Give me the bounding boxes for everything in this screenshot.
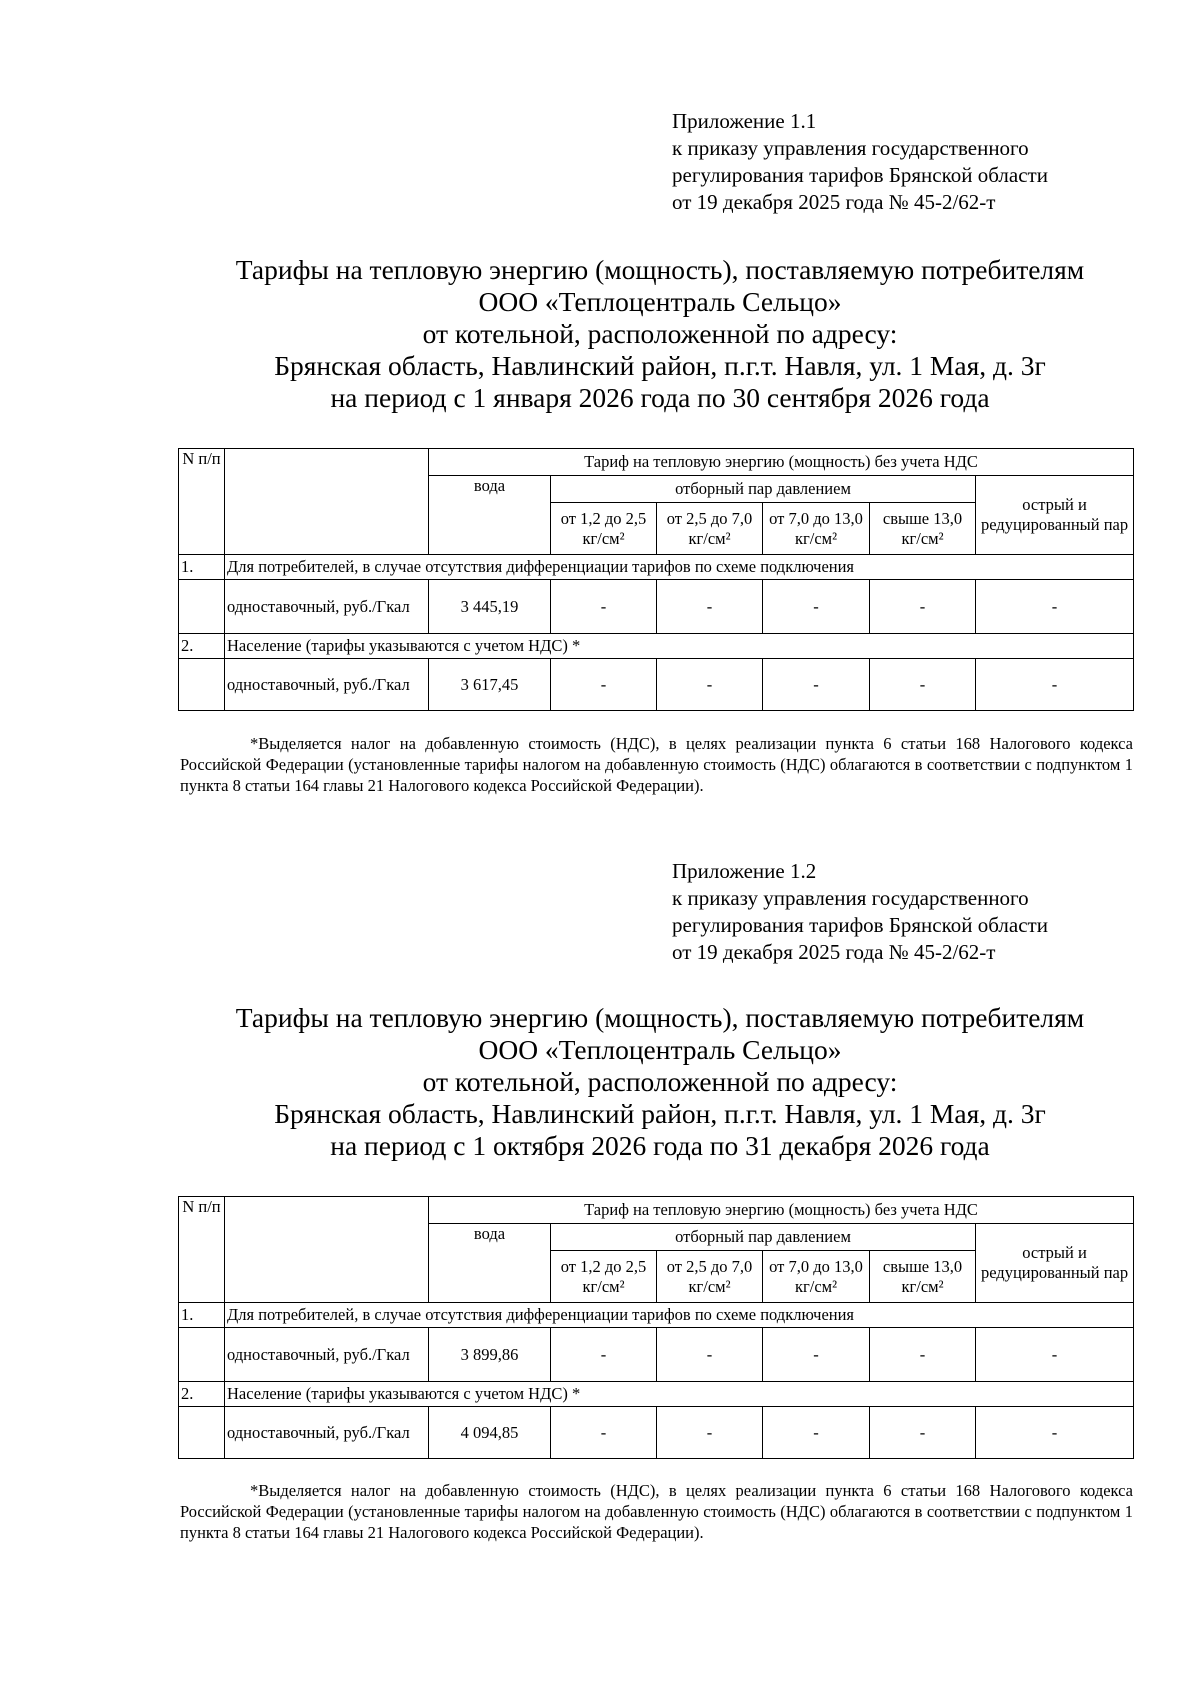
value-dash: - [870,1328,976,1382]
footnote-2: *Выделяется налог на добавленную стоимость (НДС), в целях реализации пункта 6 статьи 168 Налогового кодекса Российской Федерации (установленные тарифы налогом на добавленную стоимость (НДС) облагаются в соответствии с подпунктом 1 пункта 8 статьи 164 главы 21 Налогового кодекса Российской Федерации). [180,1481,1133,1542]
tariff-table-1 [178,448,1134,711]
value-dash: - [551,580,657,634]
value-water: 4 094,85 [429,1407,551,1459]
row-number-empty [179,659,225,711]
document-title-1 [170,254,1150,414]
appendix-line: от 19 декабря 2025 года № 45-2/62-т [672,190,996,214]
title-line: Брянская область, Навлинский район, п.г.т. Навля, ул. 1 Мая, д. 3г [274,350,1046,381]
title-line: ООО «Теплоцентраль Сельцо» [478,286,842,317]
value-dash: - [657,580,763,634]
appendix-line: регулирования тарифов Брянской области [672,163,1048,187]
appendix-line: Приложение 1.2 [672,859,817,883]
value-dash: - [870,1407,976,1459]
title-line: Брянская область, Навлинский район, п.г.т. Навля, ул. 1 Мая, д. 3г [274,1098,1046,1129]
value-dash: - [657,659,763,711]
header-empty [225,1197,429,1303]
value-water: 3 617,45 [429,659,551,711]
header-pressure-4: свыше 13,0 кг/см² [870,503,976,555]
value-dash: - [870,580,976,634]
title-line: от котельной, расположенной по адресу: [422,318,898,349]
header-pressure-1: от 1,2 до 2,5 кг/см² [551,1251,657,1303]
value-dash: - [551,1407,657,1459]
tariff-table-2 [178,1196,1134,1459]
appendix-line: от 19 декабря 2025 года № 45-2/62-т [672,940,996,964]
value-dash: - [976,1407,1134,1459]
header-pressure-3: от 7,0 до 13,0 кг/см² [763,1251,870,1303]
value-dash: - [976,1328,1134,1382]
appendix-line: Приложение 1.1 [672,109,817,133]
header-sharp-steam: острый и редуцированный пар [976,1224,1134,1303]
title-line: на период с 1 января 2026 года по 30 сентября 2026 года [330,382,990,413]
row-group-label: Население (тарифы указываются с учетом НДС) * [225,634,1134,659]
row-group-label: Население (тарифы указываются с учетом НДС) * [225,1382,1134,1407]
row-number: 1. [179,1303,225,1328]
title-line: на период с 1 октября 2026 года по 31 декабря 2026 года [330,1130,990,1161]
row-group-label: Для потребителей, в случае отсутствия дифференциации тарифов по схеме подключения [225,1303,1134,1328]
value-dash: - [870,659,976,711]
row-number: 2. [179,1382,225,1407]
title-line: ООО «Теплоцентраль Сельцо» [478,1034,842,1065]
header-empty [225,449,429,555]
row-group-label: Для потребителей, в случае отсутствия дифференциации тарифов по схеме подключения [225,555,1134,580]
header-steam: отборный пар давлением [551,476,976,503]
value-dash: - [763,1328,870,1382]
appendix-line: регулирования тарифов Брянской области [672,913,1048,937]
value-water: 3 445,19 [429,580,551,634]
header-pressure-2: от 2,5 до 7,0 кг/см² [657,503,763,555]
header-tariff: Тариф на тепловую энергию (мощность) без учета НДС [429,449,1134,476]
row-number-empty [179,1407,225,1459]
row-label: одноставочный, руб./Гкал [225,1407,429,1459]
row-number-empty [179,580,225,634]
header-pressure-4: свыше 13,0 кг/см² [870,1251,976,1303]
title-line: Тарифы на тепловую энергию (мощность), поставляемую потребителям [235,254,1085,285]
value-dash: - [976,580,1134,634]
value-dash: - [763,1407,870,1459]
value-dash: - [763,580,870,634]
value-dash: - [976,659,1134,711]
row-number: 2. [179,634,225,659]
appendix-block-1 [672,108,1172,216]
row-number-empty [179,1328,225,1382]
title-line: Тарифы на тепловую энергию (мощность), поставляемую потребителям [235,1002,1085,1033]
header-n: N п/п [179,449,225,555]
title-line: от котельной, расположенной по адресу: [422,1066,898,1097]
value-dash: - [763,659,870,711]
header-water: вода [429,1224,551,1303]
row-label: одноставочный, руб./Гкал [225,1328,429,1382]
header-tariff: Тариф на тепловую энергию (мощность) без учета НДС [429,1197,1134,1224]
footnote-1: *Выделяется налог на добавленную стоимость (НДС), в целях реализации пункта 6 статьи 168 Налогового кодекса Российской Федерации (установленные тарифы налогом на добавленную стоимость (НДС) облагаются в соответствии с подпунктом 1 пункта 8 статьи 164 главы 21 Налогового кодекса Российской Федерации). [180,734,1133,795]
header-sharp-steam: острый и редуцированный пар [976,476,1134,555]
value-dash: - [657,1328,763,1382]
appendix-line: к приказу управления государственного [672,886,1029,910]
value-water: 3 899,86 [429,1328,551,1382]
appendix-line: к приказу управления государственного [672,136,1029,160]
appendix-block-2 [672,858,1172,966]
row-number: 1. [179,555,225,580]
header-water: вода [429,476,551,555]
header-pressure-2: от 2,5 до 7,0 кг/см² [657,1251,763,1303]
header-steam: отборный пар давлением [551,1224,976,1251]
value-dash: - [657,1407,763,1459]
row-label: одноставочный, руб./Гкал [225,580,429,634]
row-label: одноставочный, руб./Гкал [225,659,429,711]
value-dash: - [551,659,657,711]
document-title-2 [170,1002,1150,1162]
value-dash: - [551,1328,657,1382]
header-pressure-1: от 1,2 до 2,5 кг/см² [551,503,657,555]
header-n: N п/п [179,1197,225,1303]
header-pressure-3: от 7,0 до 13,0 кг/см² [763,503,870,555]
